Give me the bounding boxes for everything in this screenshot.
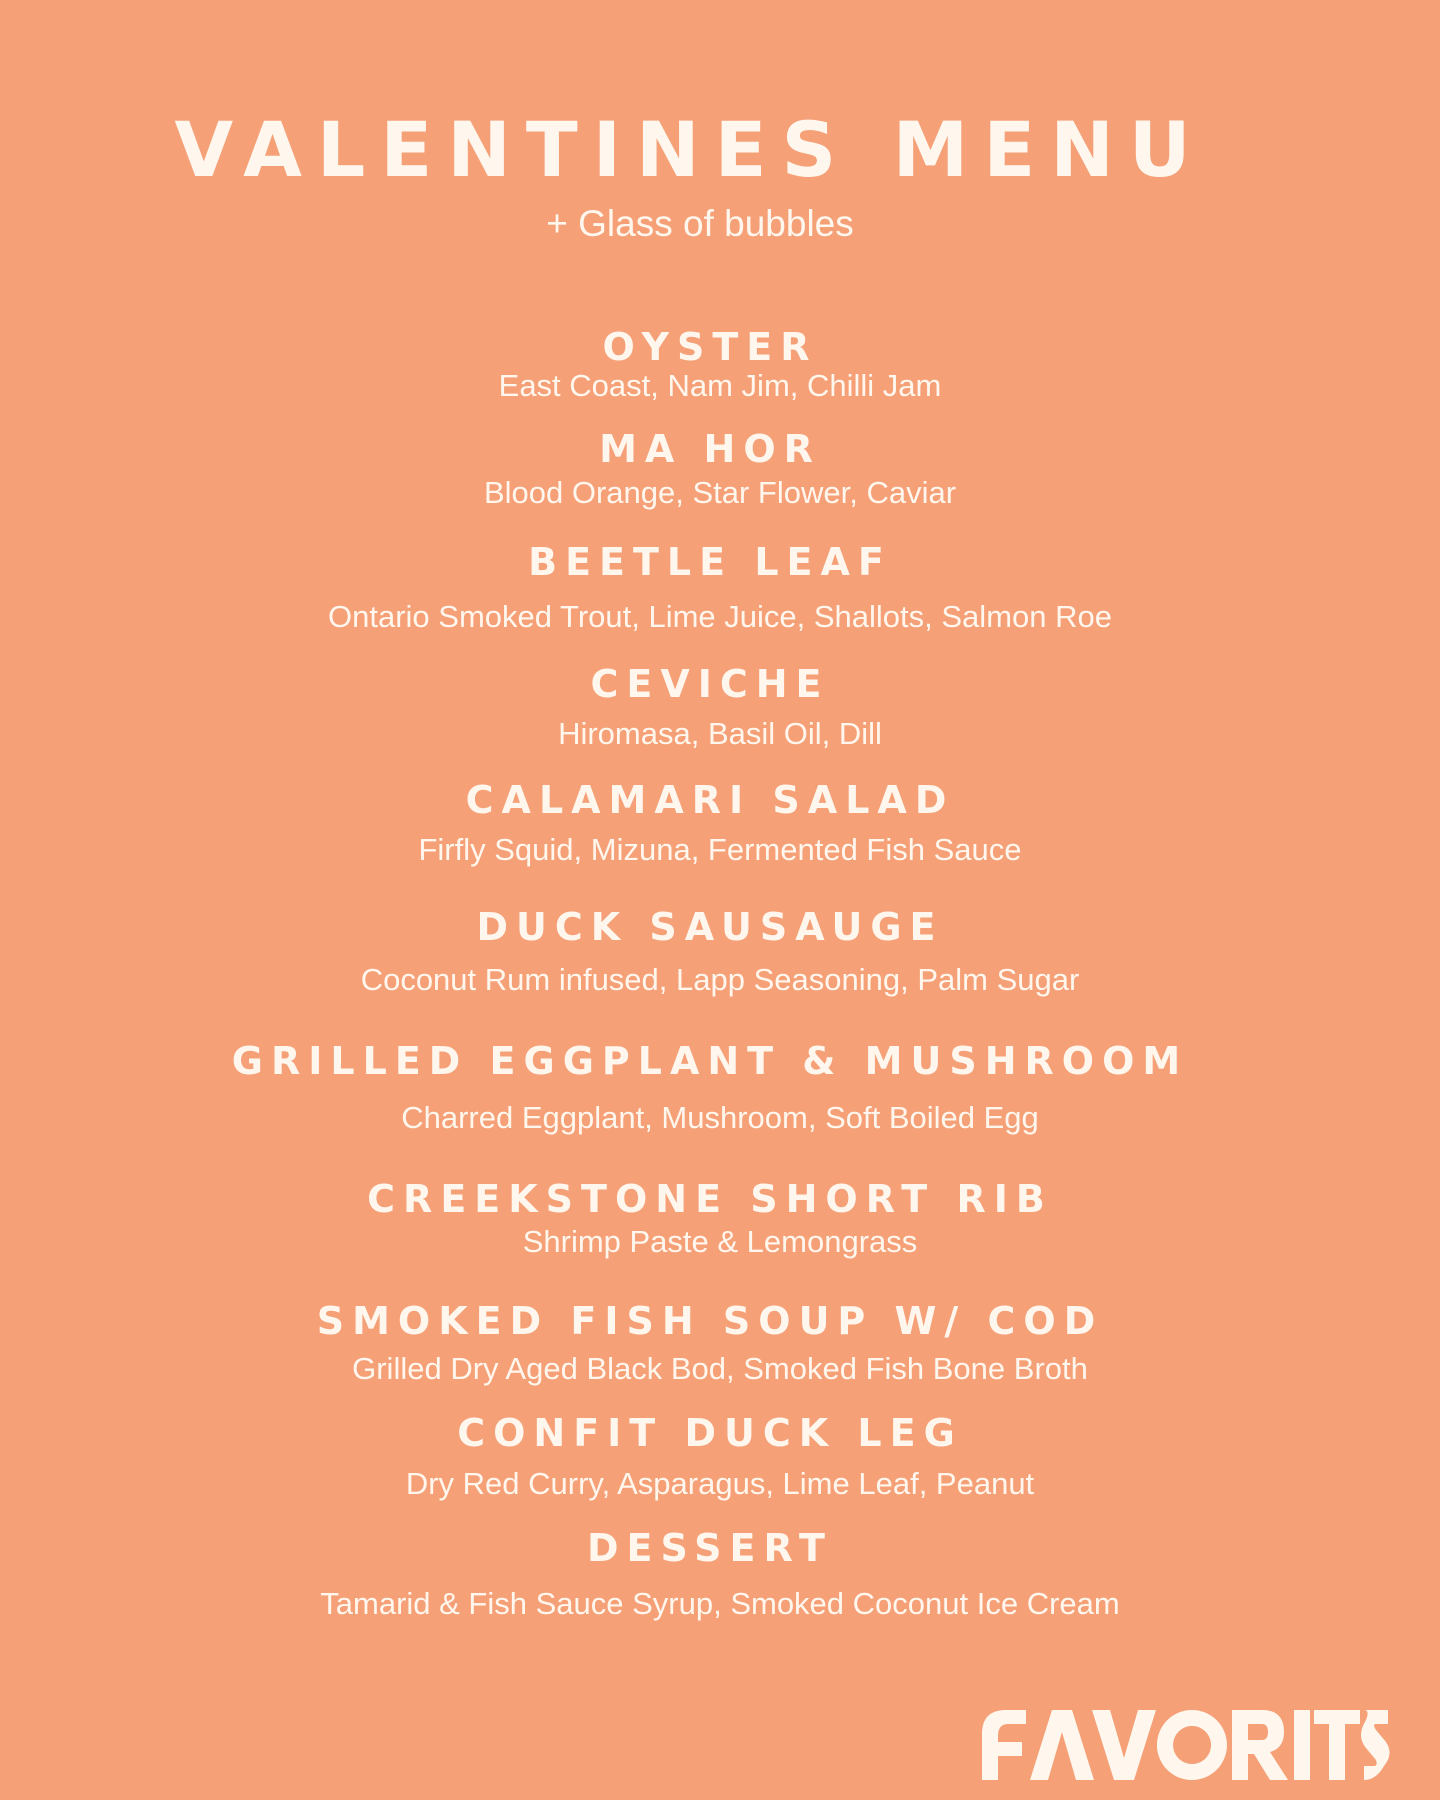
dish-name-duck-sausauge: DUCK SAUSAUGE <box>476 905 944 949</box>
dish-description-calamari-salad: Firfly Squid, Mizuna, Fermented Fish Sauce <box>418 832 1022 867</box>
dish-name-beetle-leaf: BEETLE LEAF <box>528 540 892 584</box>
dish-name-confit-duck-leg: CONFIT DUCK LEG <box>457 1411 963 1455</box>
dish-description-ceviche: Hiromasa, Basil Oil, Dill <box>558 716 882 751</box>
menu-title: VALENTINES MENU <box>174 105 1206 194</box>
dish-name-ma-hor: MA HOR <box>599 427 821 471</box>
dish-name-grilled-eggplant-mushroom: GRILLED EGGPLANT & MUSHROOM <box>231 1039 1189 1083</box>
dish-description-confit-duck-leg: Dry Red Curry, Asparagus, Lime Leaf, Peanut <box>405 1466 1035 1501</box>
dish-name-creekstone-short-rib: CREEKSTONE SHORT RIB <box>367 1177 1053 1221</box>
dish-description-smoked-fish-soup: Grilled Dry Aged Black Bod, Smoked Fish Bone Broth <box>352 1351 1088 1386</box>
dish-description-dessert: Tamarid & Fish Sauce Syrup, Smoked Coconut Ice Cream <box>320 1586 1120 1621</box>
dish-name-smoked-fish-soup: SMOKED FISH SOUP W/ COD <box>316 1299 1104 1343</box>
dish-description-duck-sausauge: Coconut Rum infused, Lapp Seasoning, Palm Sugar <box>360 962 1080 997</box>
dish-description-creekstone-short-rib: Shrimp Paste & Lemongrass <box>522 1224 918 1259</box>
dish-description-beetle-leaf: Ontario Smoked Trout, Lime Juice, Shallots, Salmon Roe <box>328 599 1112 634</box>
menu-subtitle: + Glass of bubbles <box>546 203 854 244</box>
dish-description-grilled-eggplant-mushroom: Charred Eggplant, Mushroom, Soft Boiled Egg <box>401 1100 1039 1135</box>
dish-name-calamari-salad: CALAMARI SALAD <box>465 778 955 822</box>
favorites-logo <box>980 1708 1390 1780</box>
dish-name-ceviche: CEVICHE <box>590 662 830 706</box>
dish-name-oyster: OYSTER <box>602 325 818 369</box>
dish-name-dessert: DESSERT <box>587 1526 833 1570</box>
dish-description-oyster: East Coast, Nam Jim, Chilli Jam <box>498 368 942 403</box>
dish-description-ma-hor: Blood Orange, Star Flower, Caviar <box>483 475 957 510</box>
